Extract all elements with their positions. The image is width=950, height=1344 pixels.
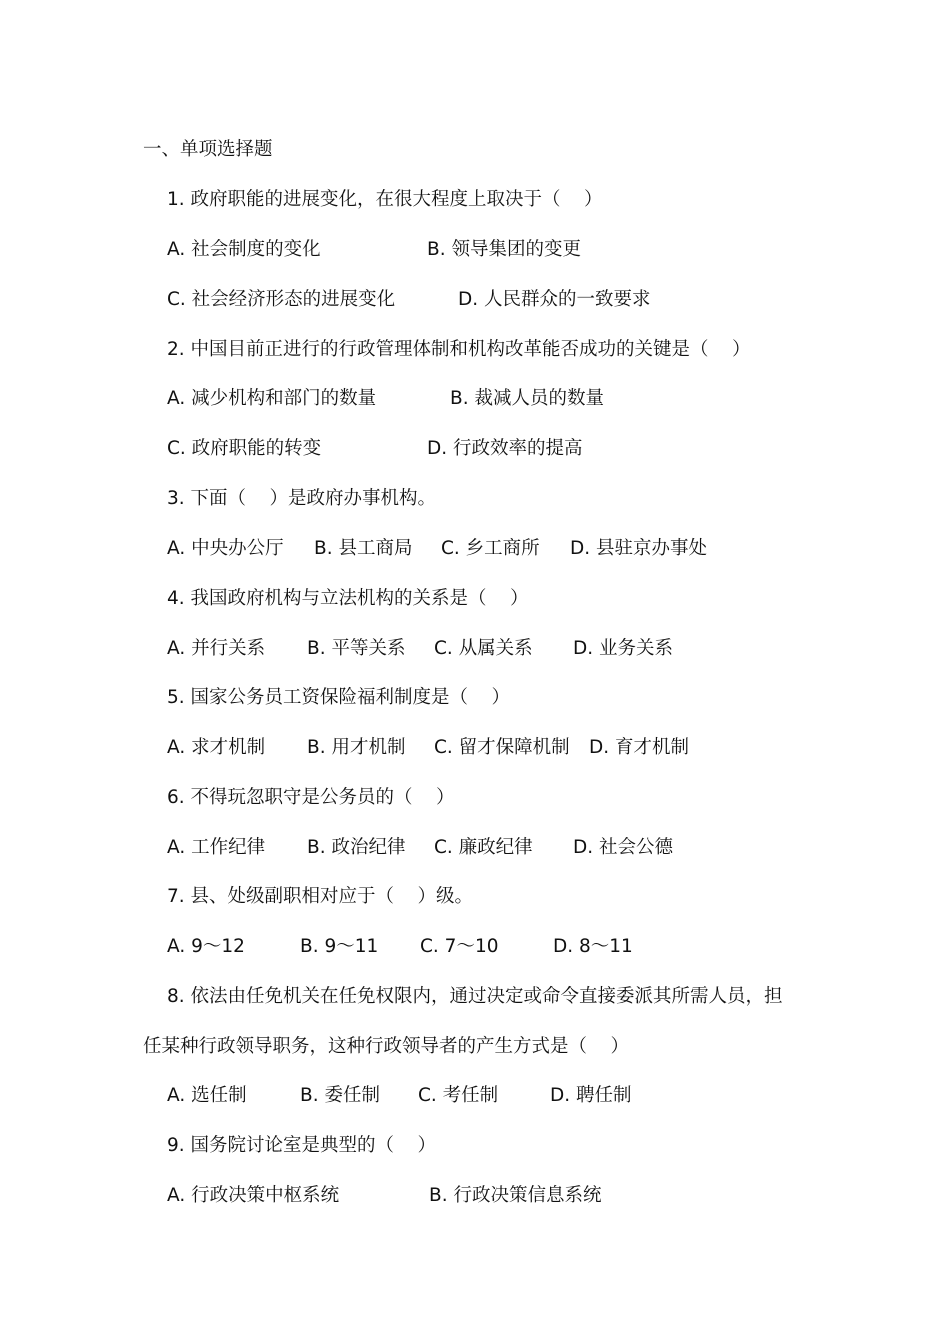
question-3-option-b: B. 县工商局 <box>314 538 413 559</box>
question-5-option-b: B. 用才机制 <box>307 737 406 758</box>
question-5-stem: 5. 国家公务员工资保险福利制度是（ ） <box>167 687 511 708</box>
question-6-option-b: B. 政治纪律 <box>307 837 406 858</box>
question-2-option-c: C. 政府职能的转变 <box>167 438 322 459</box>
question-2-option-a: A. 减少机构和部门的数量 <box>167 388 377 409</box>
question-6-option-a: A. 工作纪律 <box>167 837 266 858</box>
question-6-option-c: C. 廉政纪律 <box>434 837 533 858</box>
question-1-stem: 1. 政府职能的进展变化，在很大程度上取决于（ ） <box>167 189 603 210</box>
section-title: 一、单项选择题 <box>143 139 273 160</box>
question-9-option-b: B. 行政决策信息系统 <box>429 1185 602 1206</box>
question-4-stem: 4. 我国政府机构与立法机构的关系是（ ） <box>167 588 529 609</box>
question-6-option-d: D. 社会公德 <box>573 837 674 858</box>
question-3-option-a: A. 中央办公厅 <box>167 538 284 559</box>
question-4-option-c: C. 从属关系 <box>434 638 533 659</box>
question-7-option-a: A. 9～12 <box>167 936 245 957</box>
question-1-option-c: C. 社会经济形态的进展变化 <box>167 289 396 310</box>
question-2-option-b: B. 裁减人员的数量 <box>450 388 604 409</box>
question-2-option-d: D. 行政效率的提高 <box>427 438 583 459</box>
question-6-stem: 6. 不得玩忽职守是公务员的（ ） <box>167 787 455 808</box>
question-5-option-d: D. 育才机制 <box>589 737 690 758</box>
question-7-option-d: D. 8～11 <box>553 936 633 957</box>
question-8-stem-line-1: 8. 依法由任免机关在任免权限内，通过决定或命令直接委派其所需人员，担 <box>167 986 783 1007</box>
question-9-stem: 9. 国务院讨论室是典型的（ ） <box>167 1135 437 1156</box>
question-8-option-a: A. 选任制 <box>167 1085 247 1106</box>
question-3-option-d: D. 县驻京办事处 <box>570 538 708 559</box>
question-4-option-d: D. 业务关系 <box>573 638 674 659</box>
question-8-option-c: C. 考任制 <box>418 1085 499 1106</box>
question-8-stem-line-2: 任某种行政领导职务，这种行政领导者的产生方式是（ ） <box>143 1036 630 1057</box>
question-1-option-a: A. 社会制度的变化 <box>167 239 321 260</box>
question-1-option-d: D. 人民群众的一致要求 <box>458 289 651 310</box>
question-7-stem: 7. 县、处级副职相对应于（ ）级。 <box>167 886 474 907</box>
question-1-option-b: B. 领导集团的变更 <box>427 239 581 260</box>
question-4-option-b: B. 平等关系 <box>307 638 406 659</box>
question-4-option-a: A. 并行关系 <box>167 638 266 659</box>
question-7-option-b: B. 9～11 <box>300 936 379 957</box>
question-3-option-c: C. 乡工商所 <box>441 538 540 559</box>
question-8-option-b: B. 委任制 <box>300 1085 380 1106</box>
question-5-option-a: A. 求才机制 <box>167 737 266 758</box>
question-2-stem: 2. 中国目前正进行的行政管理体制和机构改革能否成功的关键是（ ） <box>167 339 751 360</box>
question-7-option-c: C. 7～10 <box>420 936 499 957</box>
question-9-option-a: A. 行政决策中枢系统 <box>167 1185 340 1206</box>
question-5-option-c: C. 留才保障机制 <box>434 737 570 758</box>
question-3-stem: 3. 下面（ ）是政府办事机构。 <box>167 488 437 509</box>
question-8-option-d: D. 聘任制 <box>550 1085 632 1106</box>
